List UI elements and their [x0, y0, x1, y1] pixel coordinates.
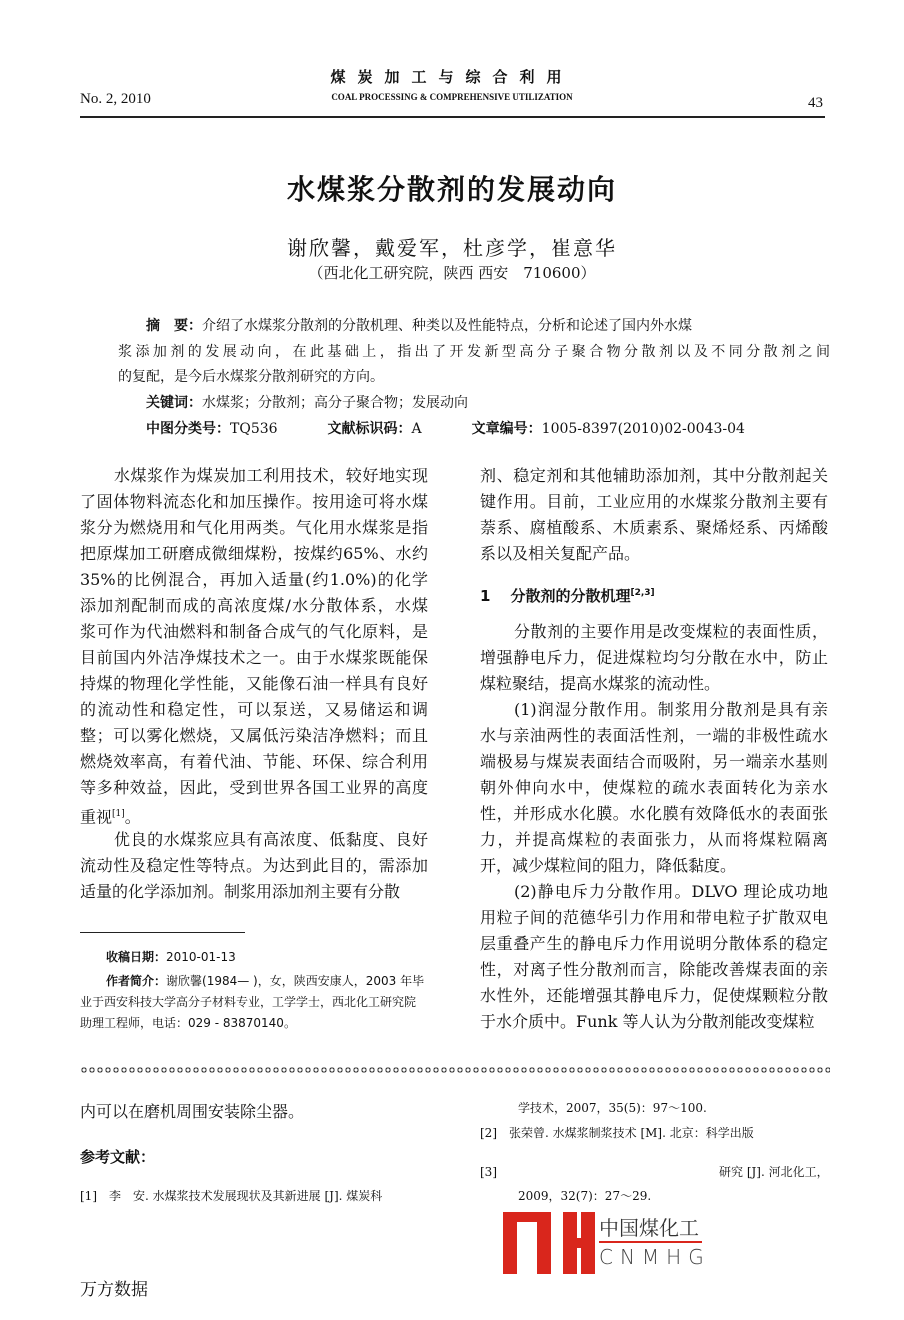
- punctuation: 。: [124, 807, 141, 827]
- received-label: 收稿日期：: [106, 950, 167, 964]
- body-line: 剂、稳定剂和其他辅助添加剂，其中分散剂起关: [480, 466, 828, 485]
- ref-num: [3]: [480, 1165, 497, 1179]
- body-line: [80, 801, 428, 827]
- reference-2: [480, 1124, 754, 1141]
- references-heading: 参考文献：: [80, 1148, 156, 1166]
- body-line: 整；可以雾化燃烧，又属低污染洁净燃料；而且: [80, 726, 428, 745]
- keywords-label: 关键词：: [146, 395, 202, 411]
- abstract-label: 摘 要：: [146, 318, 202, 334]
- watermark-text-en: CNMHG: [599, 1245, 711, 1269]
- body-line: 萘系、腐植酸系、木质素系、聚烯烃系、丙烯酸: [480, 518, 828, 537]
- doc-code-label: 文献标识码：: [327, 421, 412, 437]
- section-title: 分散剂的分散机理: [510, 587, 631, 605]
- ref-text: 张荣曾. 水煤浆制浆技术 [M]. 北京：科学出版: [509, 1126, 754, 1140]
- received-date: [106, 947, 236, 968]
- body-line: (2)静电斥力分散作用。DLVO 理论成功地: [514, 882, 828, 901]
- author-bio: [106, 971, 424, 992]
- affiliation: （西北化工研究院，陕西 西安 710600）: [308, 264, 596, 282]
- body-line: 水与亲油两性的表面活性剂，一端的非极性疏水: [480, 726, 828, 745]
- section-divider: [80, 1066, 830, 1074]
- continuation-text: 内可以在磨机周围安装除尘器。: [80, 1102, 305, 1121]
- abstract-line: 的复配，是今后水煤浆分散剂研究的方向。: [118, 369, 384, 385]
- issue-number: No. 2, 2010: [80, 91, 151, 107]
- body-line: 朝外伸向水中，使煤粒的疏水表面转化为亲水: [480, 778, 828, 797]
- body-line: (1)润湿分散作用。制浆用分散剂是具有亲: [514, 700, 828, 719]
- section-number: 1: [480, 587, 491, 605]
- body-line: 于水介质中。Funk 等人认为分散剂能改变煤粒: [480, 1012, 815, 1031]
- article-title: 水煤浆分散剂的发展动向: [286, 173, 617, 206]
- ref-text: 研究 [J]. 河北化工，: [719, 1165, 829, 1179]
- body-line: 用粒子间的范德华引力作用和带电粒子扩散双电: [480, 908, 828, 927]
- left-column: [80, 463, 428, 905]
- ref-num: [2]: [480, 1126, 497, 1140]
- received-value: 2010-01-13: [166, 950, 236, 964]
- body-text: 重视: [80, 807, 113, 827]
- body-line: 持煤的物理化学性能，又能像石油一样具有良好: [80, 674, 428, 693]
- body-line: 把原煤加工研磨成微细煤粉，按煤约65%、水约: [80, 544, 428, 563]
- wanfang-mark: 万方数据: [80, 1280, 148, 1300]
- body-line: 端极易与煤炭表面结合而吸附，另一端亲水基则: [480, 752, 828, 771]
- citation: [2,3]: [630, 588, 655, 598]
- page-number: 43: [808, 95, 823, 111]
- article-id-value: 1005-8397(2010)02-0043-04: [541, 421, 745, 437]
- body-line: 等多种效益，因此，受到世界各国工业界的高度: [80, 778, 428, 797]
- abstract-line: 浆添加剂的发展动向，在此基础上，指出了开发新型高分子聚合物分散剂以及不同分散剂之间: [118, 344, 830, 360]
- section-heading: [480, 567, 828, 605]
- author-bio-line: 业于西安科技大学高分子材料专业，工学学士，西北化工研究院: [80, 995, 417, 1009]
- author-bio-label: 作者简介：: [106, 974, 167, 988]
- body-line: 性，并形成水化膜。水化膜有效降低水的表面张: [480, 804, 828, 823]
- ref-num: [1]: [80, 1189, 97, 1203]
- body-line: 分散剂的主要作用是改变煤粒的表面性质，: [514, 622, 828, 641]
- body-line: 了固体物料流态化和加压操作。按用途可将水煤: [80, 492, 428, 511]
- reference-3: [480, 1163, 829, 1180]
- body-line: 水性外，还能增强其静电斥力，促使煤颗粒分散: [480, 986, 828, 1005]
- classification: [146, 418, 745, 438]
- clc-label: 中图分类号：: [146, 421, 230, 437]
- body-line: 性，对离子性分散剂而言，除能改善煤表面的亲: [480, 960, 828, 979]
- body-line: 力，并提高煤粒的表面张力，从而将煤粒隔离: [480, 830, 828, 849]
- author-bio-text: 谢欣馨(1984— )，女，陕西安康人，2003 年毕: [166, 974, 425, 988]
- header-rule: [80, 116, 825, 118]
- body-line: 优良的水煤浆应具有高浓度、低黏度、良好: [114, 830, 428, 849]
- abstract-text: 介绍了水煤浆分散剂的分散机理、种类以及性能特点，分析和论述了国内外水煤: [202, 318, 692, 334]
- body-line: 键作用。目前，工业应用的水煤浆分散剂主要有: [480, 492, 828, 511]
- authors: 谢欣馨，戴爱军，杜彦学，崔意华: [287, 236, 617, 260]
- watermark-rule: [599, 1241, 702, 1243]
- cnmhg-logo-icon: [503, 1212, 595, 1274]
- ref-text: 李 安. 水煤浆技术发展现状及其新进展 [J]. 煤炭科: [109, 1189, 383, 1203]
- body-line: 添加剂配制而成的高浓度煤/水分散体系，水煤: [80, 596, 428, 615]
- author-bio-line: 助理工程师，电话：029 - 83870140。: [80, 1016, 296, 1030]
- citation: [1]: [112, 809, 125, 819]
- body-line: 浆可作为代油燃料和制备合成气的气化原料，是: [80, 622, 428, 641]
- body-line: 浆分为燃烧用和气化用两类。气化用水煤浆是指: [80, 518, 428, 537]
- keywords-value: 水煤浆；分散剂；高分子聚合物；发展动向: [202, 395, 468, 411]
- body-line: 增强静电斥力，促进煤粒均匀分散在水中，防止: [480, 648, 828, 667]
- abstract-line: [146, 315, 692, 335]
- body-line: 系以及相关复配产品。: [480, 544, 641, 563]
- body-line: 层重叠产生的静电斥力作用说明分散体系的稳定: [480, 934, 828, 953]
- body-line: 适量的化学添加剂。制浆用添加剂主要有分散: [80, 882, 401, 901]
- watermark-logo: [503, 1212, 711, 1274]
- clc-value: TQ536: [230, 421, 278, 437]
- body-line: 目前国内外洁净煤技术之一。由于水煤浆既能保: [80, 648, 428, 667]
- body-line: 流动性及稳定性等特点。为达到此目的，需添加: [80, 856, 428, 875]
- right-column: [480, 463, 828, 1035]
- body-line: 水煤浆作为煤炭加工利用技术，较好地实现: [114, 466, 428, 485]
- body-line: 的流动性和稳定性，可以泵送，又易储运和调: [80, 700, 428, 719]
- journal-title-cn: 煤炭加工与综合利用: [330, 68, 574, 86]
- body-line: 煤粒聚结，提高水煤浆的流动性。: [480, 674, 721, 693]
- doc-code-value: A: [411, 421, 422, 437]
- reference-1-cont: 学技术，2007，35(5)：97～100.: [518, 1101, 707, 1115]
- footnote-rule: [80, 932, 245, 933]
- watermark-text-cn: 中国煤化工: [599, 1216, 699, 1240]
- article-id-label: 文章编号：: [471, 421, 542, 437]
- keywords: [146, 392, 468, 412]
- reference-1: [80, 1187, 382, 1204]
- journal-title-en: COAL PROCESSING & COMPREHENSIVE UTILIZATION: [331, 92, 573, 102]
- reference-3-cont: 2009，32(7)：27～29.: [518, 1189, 652, 1203]
- body-line: 35%的比例混合，再加入适量(约1.0%)的化学: [80, 570, 428, 589]
- body-line: 燃烧效率高，有着代油、节能、环保、综合利用: [80, 752, 428, 771]
- body-line: 开，减少煤粒间的阻力，降低黏度。: [480, 856, 737, 875]
